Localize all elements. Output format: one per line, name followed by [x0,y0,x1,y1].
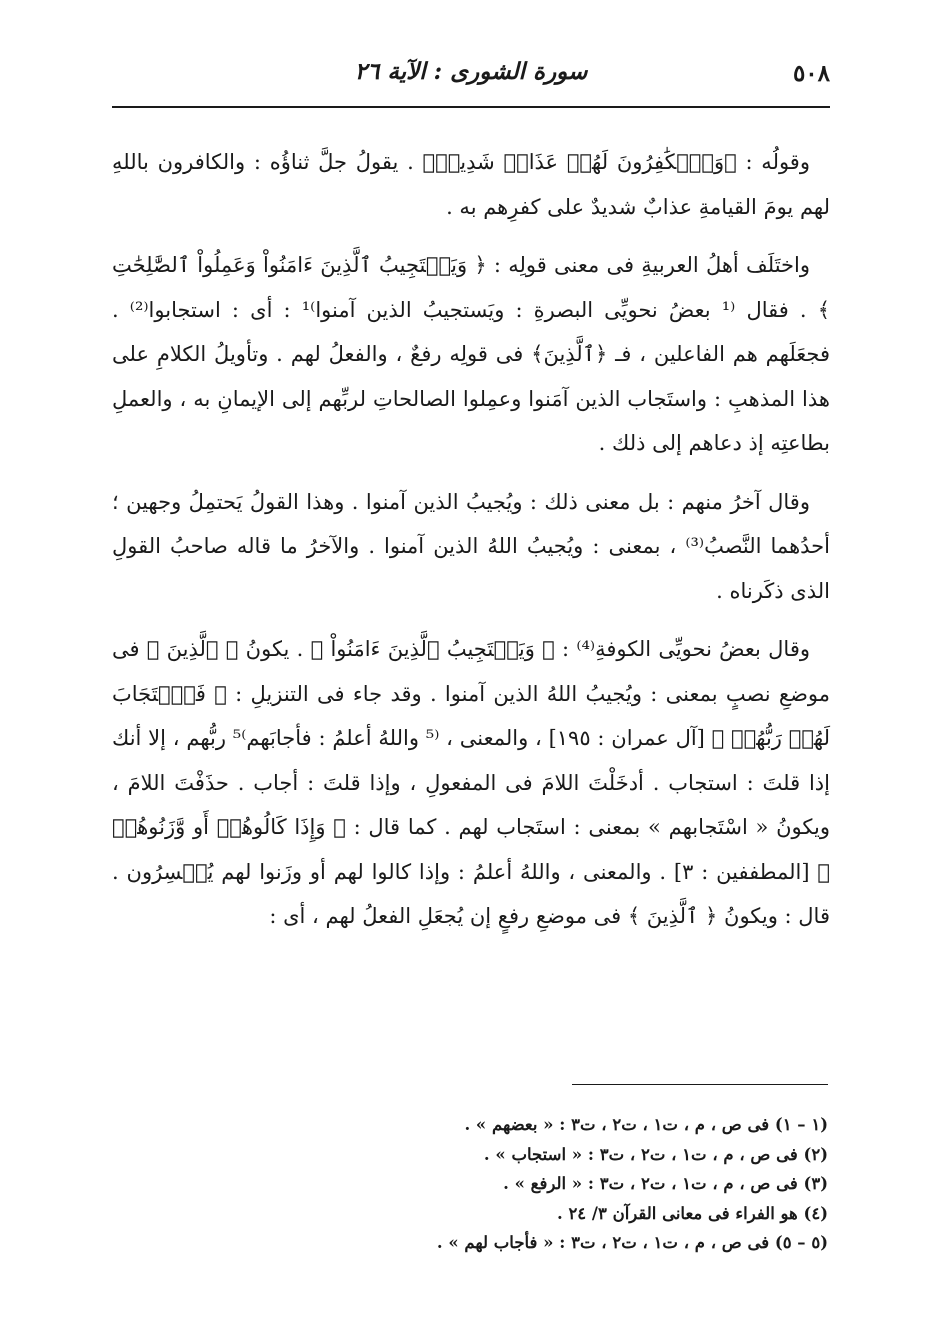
header-rule [112,106,830,108]
footnote: (٢) فى ص ، م ، ت١ ، ت٢ ، ت٣ : « استجاب » . [483,1144,828,1164]
footnotes [110,1110,828,1258]
footnote: (٣) فى ص ، م ، ت١ ، ت٢ ، ت٣ : « الرفع » . [503,1174,828,1193]
paragraph: وقولُه : ﴿وَٱلۡكَٰفِرُونَ لَهُمۡ عَذَابٞ شَدِيدٞ﴾ . يقولُ جلَّ ثناؤُه : والكافرون باللهِ لهم يومَ القيامةِ عذابٌ شديدٌ على كفرِهم به . [112,150,830,219]
paragraph: وقال بعضُ نحويِّى الكوفةِ⁽⁴⁾ : ﴿ وَيَسۡتَجِيبُ ٱلَّذِينَ ءَامَنُواْ ﴾ . يكونُ ﴿ ٱلَّذِينَ ﴾ فى موضعِ نصبٍ بمعنى : ويُجيبُ اللهُ الذين آمنوا . وقد جاء فى التنزيلِ : ﴿ فَٱسۡتَجَابَ لَهُمۡ رَبُّهُمۡ ﴾ [آل عمران : ١٩٥] ، والمعنى ، ⁽⁵ واللهُ أعلمُ : فأجابَهم⁾⁵ ربُّهم ، إلا أنك إذا قلتَ : استجاب . أدخَلْتَ اللامَ فى المفعولِ ، وإذا قلتَ : أجاب . حذَفْتَ اللامَ ، ويكونُ « اسْتَجابهم » بمعنى : استَجاب لهم . كما قال : ﴿ وَإِذَا كَالُوهُمۡ أَو وَّزَنُوهُمۡ ﴾ [المطففين : ٣] . والمعنى ، واللهُ أعلمُ : وإذا كالوا لهم أو وزَنوا لهم يُخۡسِرُون . قال : ويكونُ ﴿ ٱلَّذِينَ ﴾ فى موضعِ رفعٍ إن يُجعَلِ الفعلُ لهم ، أى : [112,637,830,928]
paragraph: واختَلَف أهلُ العربيةِ فى معنى قولِه : ﴿ وَيَسۡتَجِيبُ ٱلَّذِينَ ءَامَنُواْ وَعَمِلُواْ ٱلصَّٰلِحَٰتِ ﴾ . فقال ⁽¹ بعضُ نحويِّى البصرةِ : ويَستجيبُ الذين آمنوا⁾¹ : أى : استجابوا⁽²⁾ . فجعَلَهم هم الفاعلين ، فـ ﴿ٱلَّذِينَ﴾ فى قولِه رفعٌ ، والفعلُ لهم . وتأويلُ الكلامِ على هذا المذهبِ : واستَجاب الذين آمَنوا وعمِلوا الصالحاتِ لربِّهم إلى الإيمانِ به ، والعملِ بطاعتِه إذ دعاهم إلى ذلك . [112,253,831,455]
page-header [112,58,830,98]
footnote: (٤) هو الفراء فى معانى القرآن ٣/ ٢٤ . [556,1203,828,1223]
page-number: ٥٠٨ [792,60,830,87]
running-title: سورة الشورى : الآية ٢٦ [354,58,588,85]
paragraph: وقال آخرُ منهم : بل معنى ذلك : ويُجيبُ الذين آمنوا . وهذا القولُ يَحتمِلُ وجهين ؛ أحدُهما النَّصبُ⁽³⁾ ، بمعنى : ويُجيبُ اللهُ الذين آمنوا . والآخرُ ما قاله صاحبُ القولِ الذى ذكَرناه . [112,489,830,603]
footnote: (١ – ١) فى ص ، م ، ت١ ، ت٢ ، ت٣ : « بعضهم » . [464,1115,828,1134]
footnote-rule [572,1084,828,1085]
footnote: (٥ – ٥) فى ص ، م ، ت١ ، ت٢ ، ت٣ : « فأجاب لهم » . [436,1233,828,1252]
main-text [112,140,830,953]
